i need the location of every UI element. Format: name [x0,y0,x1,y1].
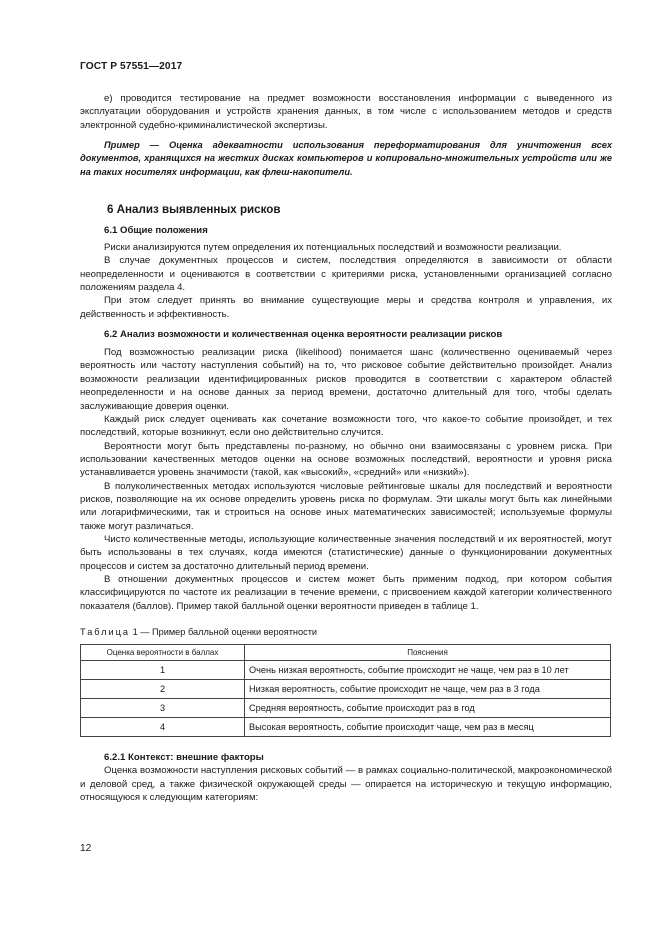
explanation-cell: Очень низкая вероятность, событие происходит не чаще, чем раз в 10 лет [245,661,611,680]
explanation-cell: Низкая вероятность, событие происходит не чаще, чем раз в 3 года [245,680,611,699]
table-row [81,699,611,718]
probability-score-table [80,644,611,737]
table-row [81,661,611,680]
page-number: 12 [80,843,92,854]
paragraph: В полуколичественных методах используются числовые рейтинговые шкалы для последствий и вероятности рисков, позволяющие на их основе определить уровень риска по формулам. Эти шкалы могут быть как линейными или логарифмическими, так и строиться на основе иных математических зависимостей; используемые формулы также могут различаться. [80,480,612,532]
table-row [81,718,611,737]
paragraph: Под возможностью реализации риска (likelihood) понимается шанс (количественно оцениваемый через вероятность или частоту наступления событий) на то, что рисковое событие действительно произойдет. Анализ возможности реализации идентифицированных рисков проводится в соответствии с характером областей неопределенности и на основе данных за период времени, достаточно длительный для того, чтобы сделать заслуживающие доверия оценки. [80,347,612,412]
section-6-2-1-heading: 6.2.1 Контекст: внешние факторы [104,752,264,764]
paragraph: Вероятности могут быть представлены по-разному, но обычно они взаимосвязаны с уровнем риска. При использовании качественных методов оценки на основе возможных последствий, вероятности и уровня риска устанавливается уровень значимости (такой, как «высокий», «средний» или «низкий»). [80,440,612,479]
paragraph: При этом следует принять во внимание существующие меры и средства контроля и управления, их действенность и эффективность. [80,295,612,320]
table-caption [80,626,612,639]
score-cell: 3 [81,699,245,718]
table-row [81,680,611,699]
paragraph: В отношении документных процессов и систем может быть применим подход, при котором события классифицируются по частоте их реализации в течение времени, с присвоением каждой категории количественного показателя (баллов). Пример такой балльной оценки вероятности приведен в таблице 1. [80,573,612,612]
column-header-score: Оценка вероятности в баллах [81,645,245,661]
page-content [80,92,612,804]
section-6-1-heading: 6.1 Общие положения [104,225,208,237]
column-header-explanation: Пояснения [245,645,611,661]
table-caption-number: 1 [132,627,138,637]
score-cell: 2 [81,680,245,699]
table-caption-label: Таблица [80,627,131,637]
explanation-cell: Средняя вероятность, событие происходит раз в год [245,699,611,718]
list-item-e: е) проводится тестирование на предмет возможности восстановления информации с выведенного из эксплуатации оборудования и устройств хранения данных, в том числе с использованием методов и средств электронной судебно-криминалистической экспертизы. [80,93,612,131]
table-caption-text: — Пример балльной оценки вероятности [137,627,318,637]
paragraph: Риски анализируются путем определения их потенциальных последствий и возможности реализации. [104,242,562,254]
section-6-2-heading: 6.2 Анализ возможности и количественная оценка вероятности реализации рисков [104,329,503,341]
paragraph: В случае документных процессов и систем, последствия определяются в зависимости от области неопределенности и оцениваются в соответствии с критериями риска, установленными организацией согласно положениям раздела 4. [80,255,612,294]
paragraph: Оценка возможности наступления рисковых событий — в рамках социально-политической, макроэкономической и деловой сред, а также физической окружающей среды — опирается на историческую и текущую информацию, относящуюся к следующим категориям: [80,765,612,804]
section-6-heading: 6 Анализ выявленных рисков [107,203,281,217]
table-header-row [81,645,611,661]
score-cell: 4 [81,718,245,737]
explanation-cell: Высокая вероятность, событие происходит чаще, чем раз в месяц [245,718,611,737]
example-note: Пример — Оценка адекватности использования переформатирования для уничтожения всех документов, хранящихся на жестких дисках компьютеров и копировально-множительных устройств или же на таких носителях информации, как флеш-накопители. [80,140,612,177]
standard-header: ГОСТ Р 57551—2017 [80,61,183,72]
score-cell: 1 [81,661,245,680]
paragraph: Каждый риск следует оценивать как сочетание возможности того, что какое-то событие произойдет, и тех последствий, которые возникнут, если оно действительно случится. [80,413,612,439]
paragraph: Чисто количественные методы, использующие количественные значения последствий и их вероятностей, могут быть использованы в тех случаях, когда имеются (статистические) данные о функционировании документных процессов и систем за достаточно длительный период времени. [80,533,612,572]
